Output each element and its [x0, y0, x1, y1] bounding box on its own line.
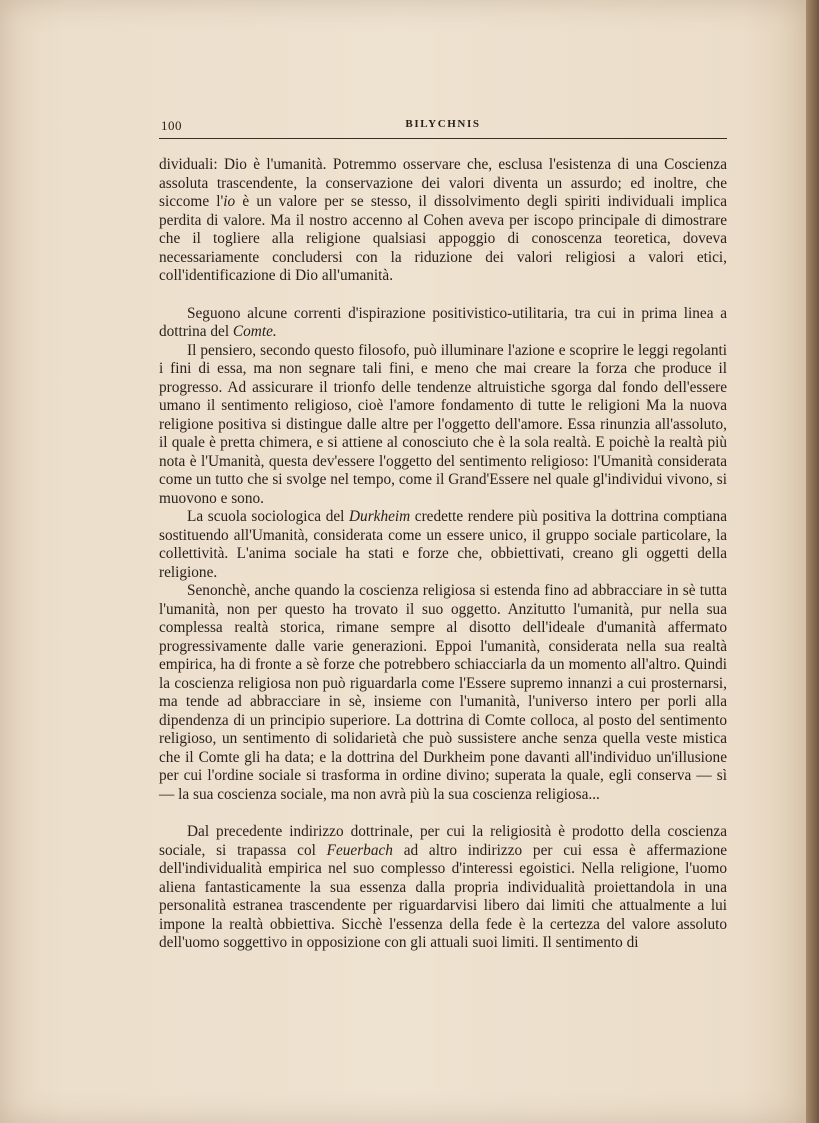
- header-rule: [159, 138, 727, 139]
- text-segment: Seguono alcune correnti d'ispirazione positivistico-utilitaria, tra cui in prima linea a dottrina del: [159, 304, 727, 340]
- running-title: BILYCHNIS: [405, 118, 481, 130]
- paragraph: [159, 156, 727, 286]
- italic-segment: Feuerbach: [326, 841, 393, 859]
- text-segment: La scuola sociologica del: [187, 508, 349, 525]
- text-segment: credette rendere più positiva la dottrina comptiana sostituendo all'Umanità, considerata come un essere unico, il gruppo sociale particolare, la collettività. L'anima sociale ha stati e forze che, obbiettivati, creano gli oggetti della religione.: [159, 508, 727, 581]
- page-edge: [806, 0, 819, 1123]
- text-segment: è un valore per se stesso, il dissolvimento degli spiriti individuali implica perdita di valore. Ma il nostro accenno al Cohen aveva per iscopo principale di dimostrare che il togliere alla religione qualsiasi appoggio di conoscenza teoretica, doveva necessariamente concludersi con la riduzione dei valori religiosi a valori etici, coll'identificazione di Dio all'umanità.: [159, 193, 727, 284]
- page-header: [159, 118, 727, 136]
- italic-segment: Comte.: [232, 323, 277, 340]
- text-segment: ad altro indirizzo per cui essa è affermazione dell'individualità empirica nel suo complesso d'interessi egoistici. Nella religione, l'uomo aliena fantasticamente la sua essenza dalla propria individualità proiettandola in una personalità estranea trascendente per riguardarvisi libero dai limiti che attualmente a lui impone la realtà obbiettiva. Sicchè l'essenza della fede è la certezza del valore assoluto dell'uomo soggettivo in opposizione con gli attuali suoi limiti. Il sentimento di: [159, 841, 728, 951]
- text-segment: Senonchè, anche quando la coscienza religiosa si estenda fino ad abbracciare in sè tutta l'umanità, non per questo ha trovato il suo oggetto. Anzitutto l'umanità, pur nella sua complessa realtà storica, rimane sempre al disotto dell'ideale d'umanità affermato progressivamente dalle varie generazioni. Eppoi l'umanità, considerata nella sua realtà empirica, ha di fronte a sè forze che potrebbero schiacciarla da un momento all'altro. Quindi la coscienza religiosa non può riguardarla come l'Essere supremo innanzi a cui prosternarsi, ma tende ad abbracciare in sè, insieme con l'umanità, l'universo intero per porli alla dipendenza di un principio superiore. La dottrina di Comte colloca, al posto del sentimento religioso, un sentimento di solidarietà che può sussistere anche senza quella veste mistica che il Comte gli ha data; e la dottrina del Durkheim pone davanti all'individuo un'illusione per cui l'ordine sociale si trasforma in ordine divino; superata la quale, egli conserva — sì — la sua coscienza sociale, ma non avrà più la sua coscienza religiosa...: [159, 582, 727, 803]
- paragraph: [159, 582, 727, 804]
- text-segment: Dal precedente indirizzo dottrinale, per cui la religiosità è prodotto della coscienza sociale, si trapassa col: [159, 823, 727, 859]
- text-segment: Il pensiero, secondo questo filosofo, può illuminare l'azione e scoprire le leggi regolanti i fini di essa, ma non segnare tali fini, e meno che mai creare la forza che produce il progresso. Ad assicurare il trionfo delle tendenze altruistiche sgorga dal fondo dell'essere umano il sentimento religioso, cioè l'amore fondamento di tutte le religioni Ma la nuova religione positiva si distingue dalle altre per l'oggetto dell'amore. Essa rinunzia all'assoluto, il quale è pretta chimera, e si attiene al conosciuto che è la sola realtà. E poichè la realtà più nota è l'Umanità, questa dev'essere l'oggetto del sentimento religioso: l'Umanità considerata come un tutto che si svolge nel tempo, come il Grand'Essere nel quale gl'individui vivono, si muovono e sono.: [159, 341, 727, 507]
- italic-segment: io: [223, 193, 236, 210]
- paragraph: [159, 342, 727, 509]
- italic-segment: Durkheim: [349, 508, 411, 525]
- text-segment: dividuali: Dio è l'umanità. Potremmo osservare che, esclusa l'esistenza di una Coscienza assoluta trascendente, la conservazione dei valori diventa un assurdo; ed inoltre, che siccome l': [159, 156, 727, 210]
- paragraph: [159, 823, 727, 953]
- paragraph: [159, 305, 727, 342]
- page-number: 100: [161, 118, 182, 133]
- body-text: [159, 156, 727, 953]
- paragraph: [159, 508, 727, 582]
